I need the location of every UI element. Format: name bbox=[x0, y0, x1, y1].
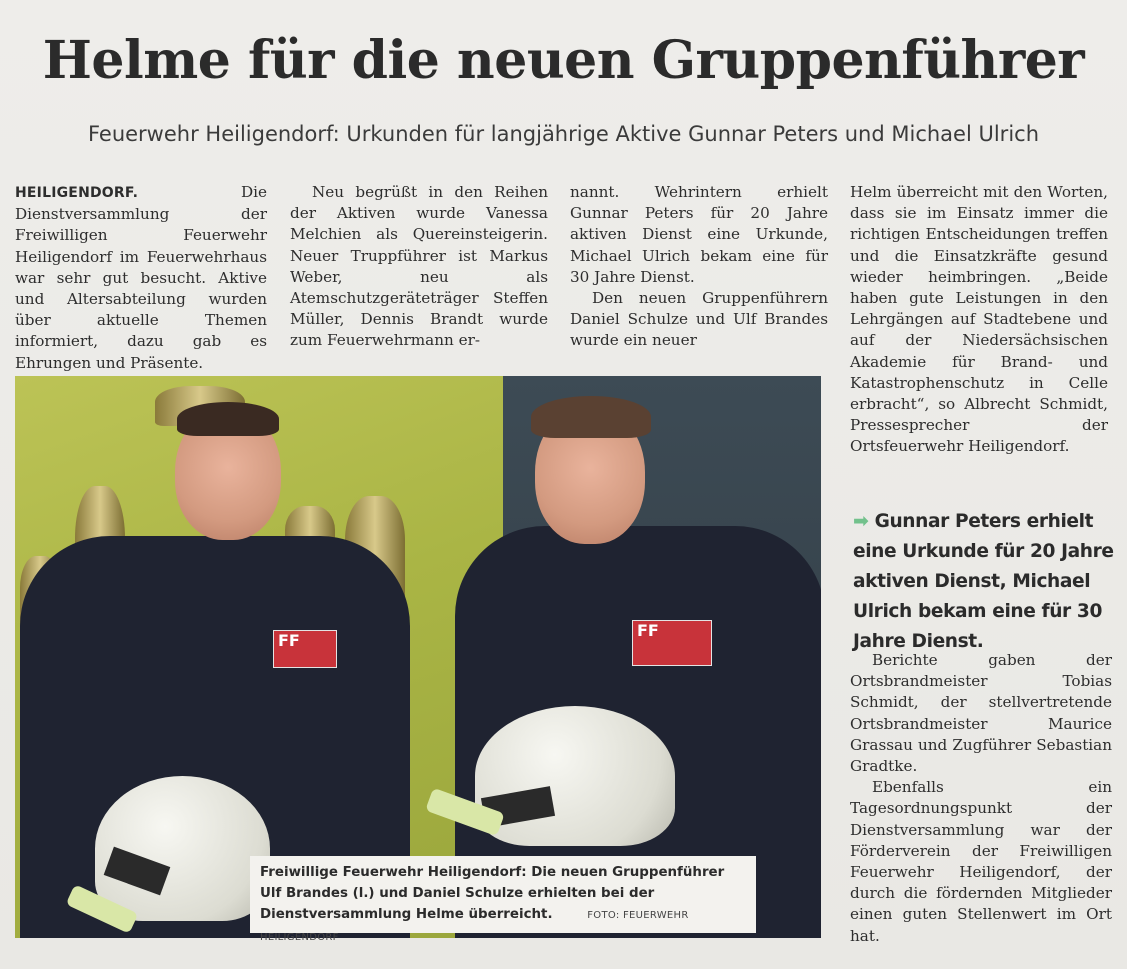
pull-quote-text: Gunnar Peters erhielt eine Urkunde für 20 Jahre aktiven Dienst, Michael Ulrich bekam eine für 30 Jahre Dienst. bbox=[853, 511, 1114, 652]
column-3-paragraph-2: Den neuen Gruppenführern Daniel Schulze und Ulf Brandes wurde ein neuer bbox=[570, 289, 828, 350]
column-4-paragraph-3: Ebenfalls ein Tagesordnungspunkt der Dienstversammlung war der Förderverein der Freiwilligen Feuerwehr Heiligendorf, der durch die fördernden Mitglieder einen guten Stellenwert im Ort hat. bbox=[850, 778, 1112, 945]
arrow-right-icon: ➡ bbox=[853, 510, 869, 532]
column-4-paragraph-1: Helm überreicht mit den Worten, dass sie im Einsatz immer die richtigen Entscheidungen treffen und die Einsatzkräfte gesund wieder heimbringen. „Beide haben gute Leistungen in den Lehrgängen auf Stadtebene und auf der Niedersächsischen Akademie für Brand- und Katastrophenschutz in Celle erbracht“, so Albrecht Schmidt, Pressesprecher der Ortsfeuerwehr Heiligendorf. bbox=[850, 183, 1108, 456]
column-2 bbox=[290, 182, 548, 352]
column-4-top bbox=[850, 182, 1108, 458]
right-fire-brigade-badge: FF bbox=[632, 620, 712, 666]
column-3-paragraph-1: nannt. Wehrintern erhielt Gunnar Peters für 20 Jahre aktiven Dienst eine Urkunde, Michael Ulrich bekam eine für 30 Jahre Dienst. bbox=[570, 183, 828, 286]
left-person-hair bbox=[177, 402, 279, 436]
photo-caption-text: Freiwillige Feuerwehr Heiligendorf: Die neuen Gruppenführer Ulf Brandes (l.) und Daniel Schulze erhielten bei der Dienstversammlung Helme überreicht. bbox=[260, 865, 725, 922]
article-photo bbox=[15, 376, 821, 938]
photo-credit: FOTO: FEUERWEHR HEILIGENDORF bbox=[260, 910, 689, 943]
column-4-paragraph-2: Berichte gaben der Ortsbrandmeister Tobias Schmidt, der stellvertretende Ortsbrandmeister Maurice Grassau und Zugführer Sebastian Gradtke. bbox=[850, 651, 1112, 776]
pull-quote bbox=[853, 506, 1115, 657]
dateline: HEILIGENDORF. bbox=[15, 185, 139, 201]
left-fire-brigade-badge: FF bbox=[273, 630, 337, 668]
column-1-text: Die Dienstversammlung der Freiwilligen Feuerwehr Heiligendorf im Feuerwehrhaus war sehr gut besucht. Aktive und Altersabteilung wurden über aktuelle Themen informiert, dazu gab es Ehrungen und Präsente. bbox=[15, 183, 267, 372]
headline: Helme für die neuen Gruppenführer bbox=[42, 30, 1085, 91]
subheadline: Feuerwehr Heiligendorf: Urkunden für langjährige Aktive Gunnar Peters und Michael Ulrich bbox=[87, 122, 1040, 146]
column-3 bbox=[570, 182, 828, 352]
column-4-bottom bbox=[850, 650, 1112, 947]
photo-caption bbox=[250, 856, 756, 943]
right-person-hair bbox=[531, 396, 651, 438]
column-2-text: Neu begrüßt in den Reihen der Aktiven wurde Vanessa Melchien als Quereinsteigerin. Neuer Truppführer ist Markus Weber, neu als Atemschutzgeräteträger Steffen Müller, Dennis Brandt wurde zum Feuerwehrmann er- bbox=[290, 183, 548, 350]
right-helmet bbox=[475, 706, 675, 846]
column-1 bbox=[15, 182, 267, 374]
